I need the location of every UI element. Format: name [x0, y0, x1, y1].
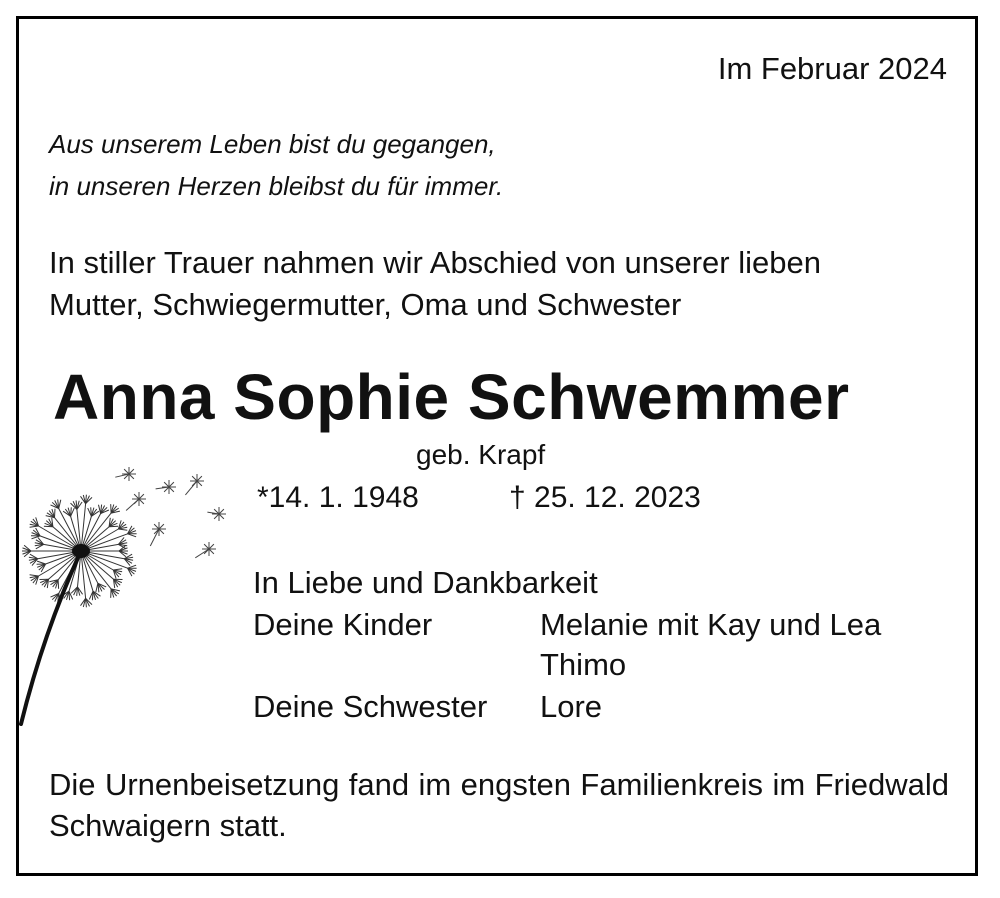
- maiden-name: geb. Krapf: [416, 439, 546, 470]
- deceased-name: Anna Sophie Schwemmer: [53, 361, 850, 433]
- birth-date: *14. 1. 1948: [257, 481, 419, 514]
- relative-names: Thimo: [540, 647, 627, 682]
- relation-label: Deine Kinder: [253, 607, 433, 642]
- dandelion-icon: [19, 459, 259, 729]
- relation-label: Deine Schwester: [253, 689, 488, 724]
- notice-date: Im Februar 2024: [717, 51, 947, 86]
- signoff: In Liebe und Dankbarkeit: [253, 565, 598, 600]
- verse-line: Aus unserem Leben bist du gegangen,: [49, 129, 496, 159]
- obituary-frame: [16, 16, 978, 876]
- death-date: † 25. 12. 2023: [509, 481, 701, 514]
- relative-names: Lore: [540, 689, 603, 724]
- intro-line: Mutter, Schwiegermutter, Oma und Schwester: [49, 287, 682, 322]
- burial-note: Die Urnenbeisetzung fand im engsten Familienkreis im Friedwald Schwaigern statt.: [49, 767, 949, 843]
- relative-names: Melanie mit Kay und Lea: [540, 607, 882, 642]
- verse-line: in unseren Herzen bleibst du für immer.: [49, 171, 504, 201]
- intro-line: In stiller Trauer nahmen wir Abschied von unserer lieben: [49, 245, 821, 280]
